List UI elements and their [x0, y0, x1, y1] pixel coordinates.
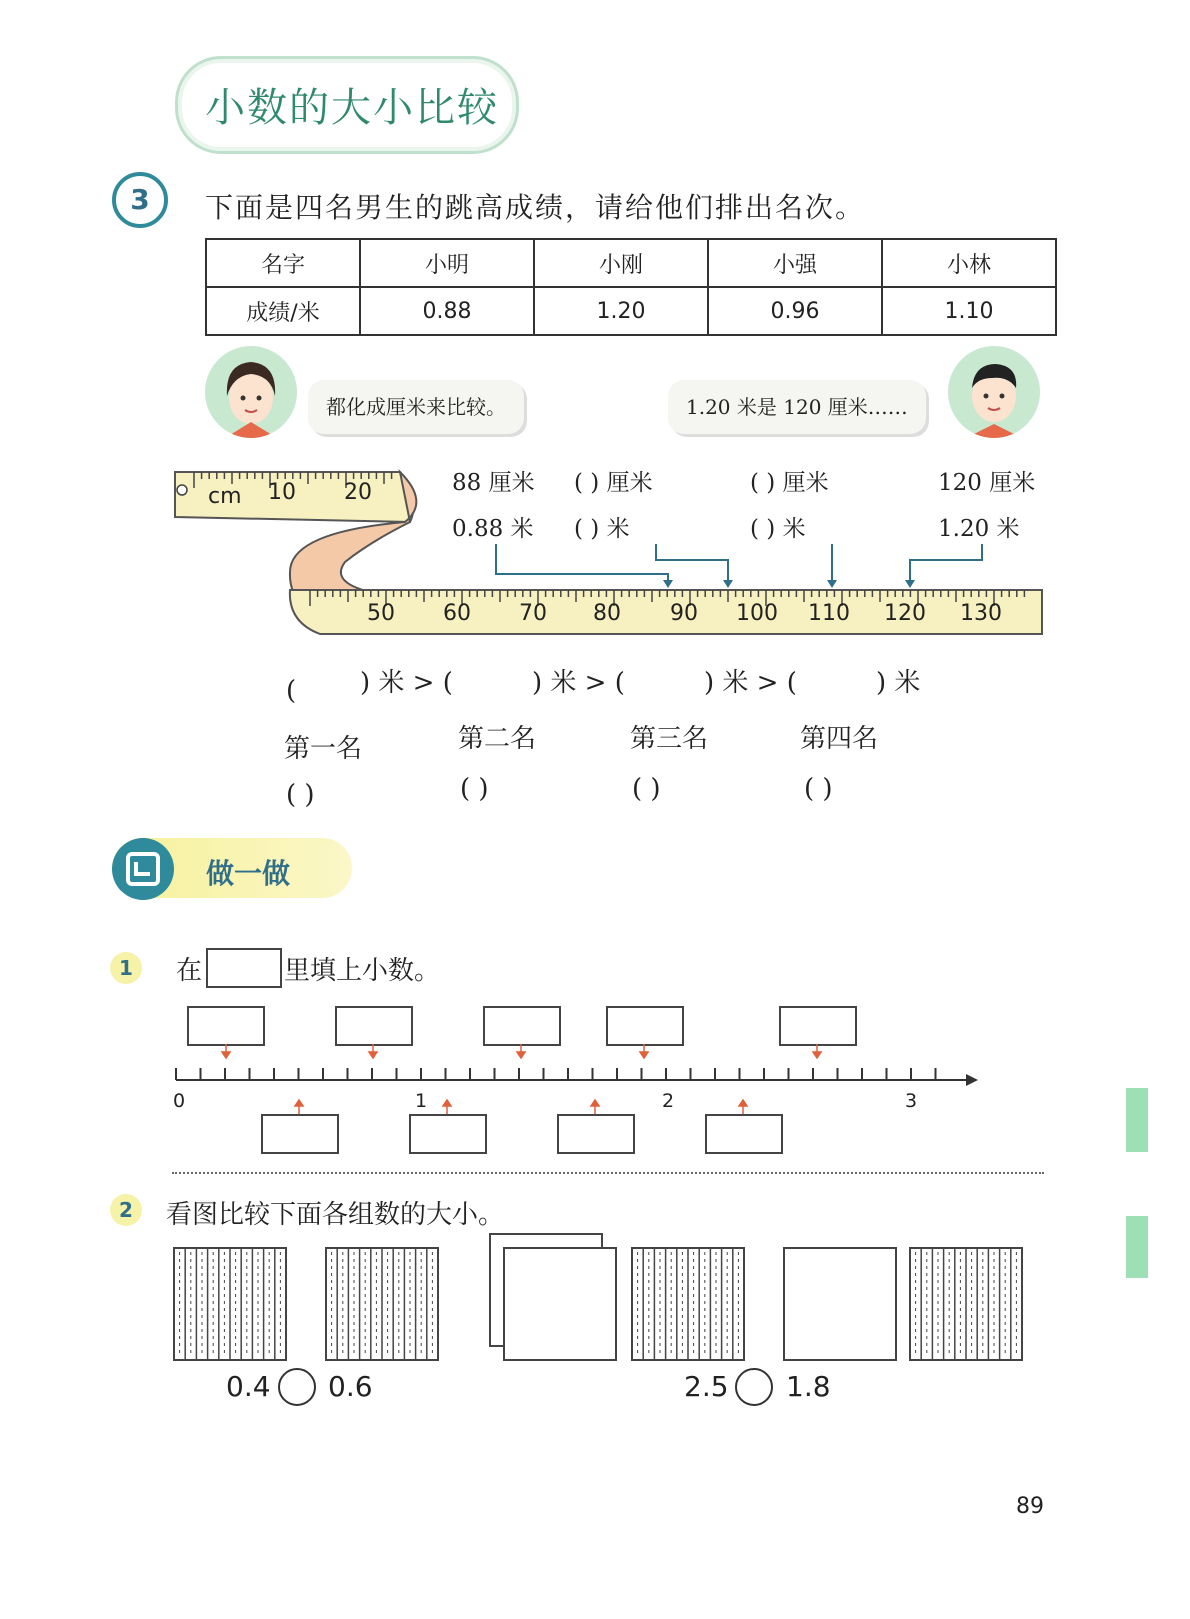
question-text: 在: [176, 956, 203, 986]
side-tab: [1126, 1088, 1148, 1152]
compare-right: 0.6: [328, 1370, 373, 1403]
ruler-tick-label: 10: [268, 480, 296, 505]
ruler-unit: cm: [208, 484, 242, 509]
compare-circle[interactable]: [735, 1368, 773, 1406]
compare-left: 0.4: [226, 1370, 271, 1403]
speech-bubble-girl: 都化成厘米来比较。: [308, 380, 524, 434]
decimal-grids: [170, 1232, 1040, 1366]
rank-label: 第四名: [800, 724, 879, 754]
answer-box[interactable]: [409, 1114, 487, 1154]
ruler-tick-label: 100: [736, 601, 778, 626]
question-text: 里填上小数。: [284, 956, 441, 986]
compare-blank: ) 米: [876, 668, 921, 698]
compare-blank: ) 米 > (: [360, 668, 453, 698]
speech-bubble-boy: 1.20 米是 120 厘米……: [668, 380, 926, 434]
value-label-cm: 120 厘米: [938, 470, 1036, 496]
answer-box[interactable]: [261, 1114, 339, 1154]
rank-blank: ( ): [804, 774, 833, 804]
example-number: 3: [112, 172, 168, 228]
question-text: 看图比较下面各组数的大小。: [166, 1200, 505, 1230]
number-line: [170, 1040, 990, 1120]
divider: [172, 1172, 1044, 1174]
ruler-tick-label: 50: [367, 601, 395, 626]
side-tab: [1126, 1216, 1148, 1278]
table-cell: 成绩/米: [206, 287, 360, 335]
compare-left: 2.5: [684, 1370, 729, 1403]
rank-label: 第二名: [458, 724, 537, 754]
boy-avatar: [948, 346, 1040, 438]
table-cell: 1.20: [534, 287, 708, 335]
table-cell: 0.88: [360, 287, 534, 335]
table-cell: 小林: [882, 239, 1056, 287]
table-cell: 小强: [708, 239, 882, 287]
boy-face-icon: [948, 346, 1040, 438]
axis-label: 2: [662, 1090, 675, 1112]
answer-box-sample: [206, 948, 282, 988]
compare-blank: ) 米 > (: [532, 668, 625, 698]
value-label-cm: 88 厘米: [452, 470, 535, 496]
axis-label: 0: [173, 1090, 186, 1112]
table-cell: 小明: [360, 239, 534, 287]
practice-icon: [112, 838, 174, 900]
ruler-tick-label: 70: [519, 601, 547, 626]
rank-label: 第一名: [284, 734, 363, 764]
compare-circle[interactable]: [278, 1368, 316, 1406]
ruler-tick-label: 60: [443, 601, 471, 626]
grid-square: [784, 1248, 896, 1360]
ruler-tick-label: 120: [884, 601, 926, 626]
value-label-m: ( ) 米: [750, 516, 806, 542]
grid-square: [504, 1248, 616, 1360]
value-label-m: 0.88 米: [452, 516, 534, 542]
value-label-cm: ( ) 厘米: [750, 470, 829, 496]
compare-blank: (: [286, 676, 297, 706]
ruler-tick-label: 110: [808, 601, 850, 626]
connector-lines: [480, 540, 1000, 590]
compare-right: 1.8: [786, 1370, 831, 1403]
table-cell: 名字: [206, 239, 360, 287]
axis-label: 3: [905, 1090, 918, 1112]
value-label-m: 1.20 米: [938, 516, 1020, 542]
ruler-tick-label: 130: [960, 601, 1002, 626]
score-table: [205, 238, 1057, 336]
rank-blank: ( ): [286, 780, 315, 810]
girl-face-icon: [205, 346, 297, 438]
value-label-m: ( ) 米: [574, 516, 630, 542]
table-row: [206, 287, 1056, 335]
ruler-tick-label: 90: [670, 601, 698, 626]
question-number: 1: [110, 952, 142, 984]
answer-box[interactable]: [557, 1114, 635, 1154]
value-label-cm: ( ) 厘米: [574, 470, 653, 496]
table-header-row: [206, 239, 1056, 287]
rank-blank: ( ): [632, 774, 661, 804]
table-cell: 0.96: [708, 287, 882, 335]
question-number: 2: [110, 1194, 142, 1226]
practice-heading: 做一做: [206, 857, 291, 890]
ruler-tick-label: 20: [344, 480, 372, 505]
example-question: 下面是四名男生的跳高成绩，请给他们排出名次。: [205, 191, 866, 224]
rank-label: 第三名: [630, 724, 709, 754]
page-number: 89: [1016, 1494, 1044, 1519]
axis-label: 1: [415, 1090, 428, 1112]
pencil-square-icon: [112, 838, 174, 900]
girl-avatar: [205, 346, 297, 438]
table-cell: 1.10: [882, 287, 1056, 335]
answer-box[interactable]: [705, 1114, 783, 1154]
page-title: 小数的大小比较: [205, 85, 499, 131]
table-cell: 小刚: [534, 239, 708, 287]
ruler-tick-label: 80: [593, 601, 621, 626]
rank-blank: ( ): [460, 774, 489, 804]
compare-blank: ) 米 > (: [704, 668, 797, 698]
